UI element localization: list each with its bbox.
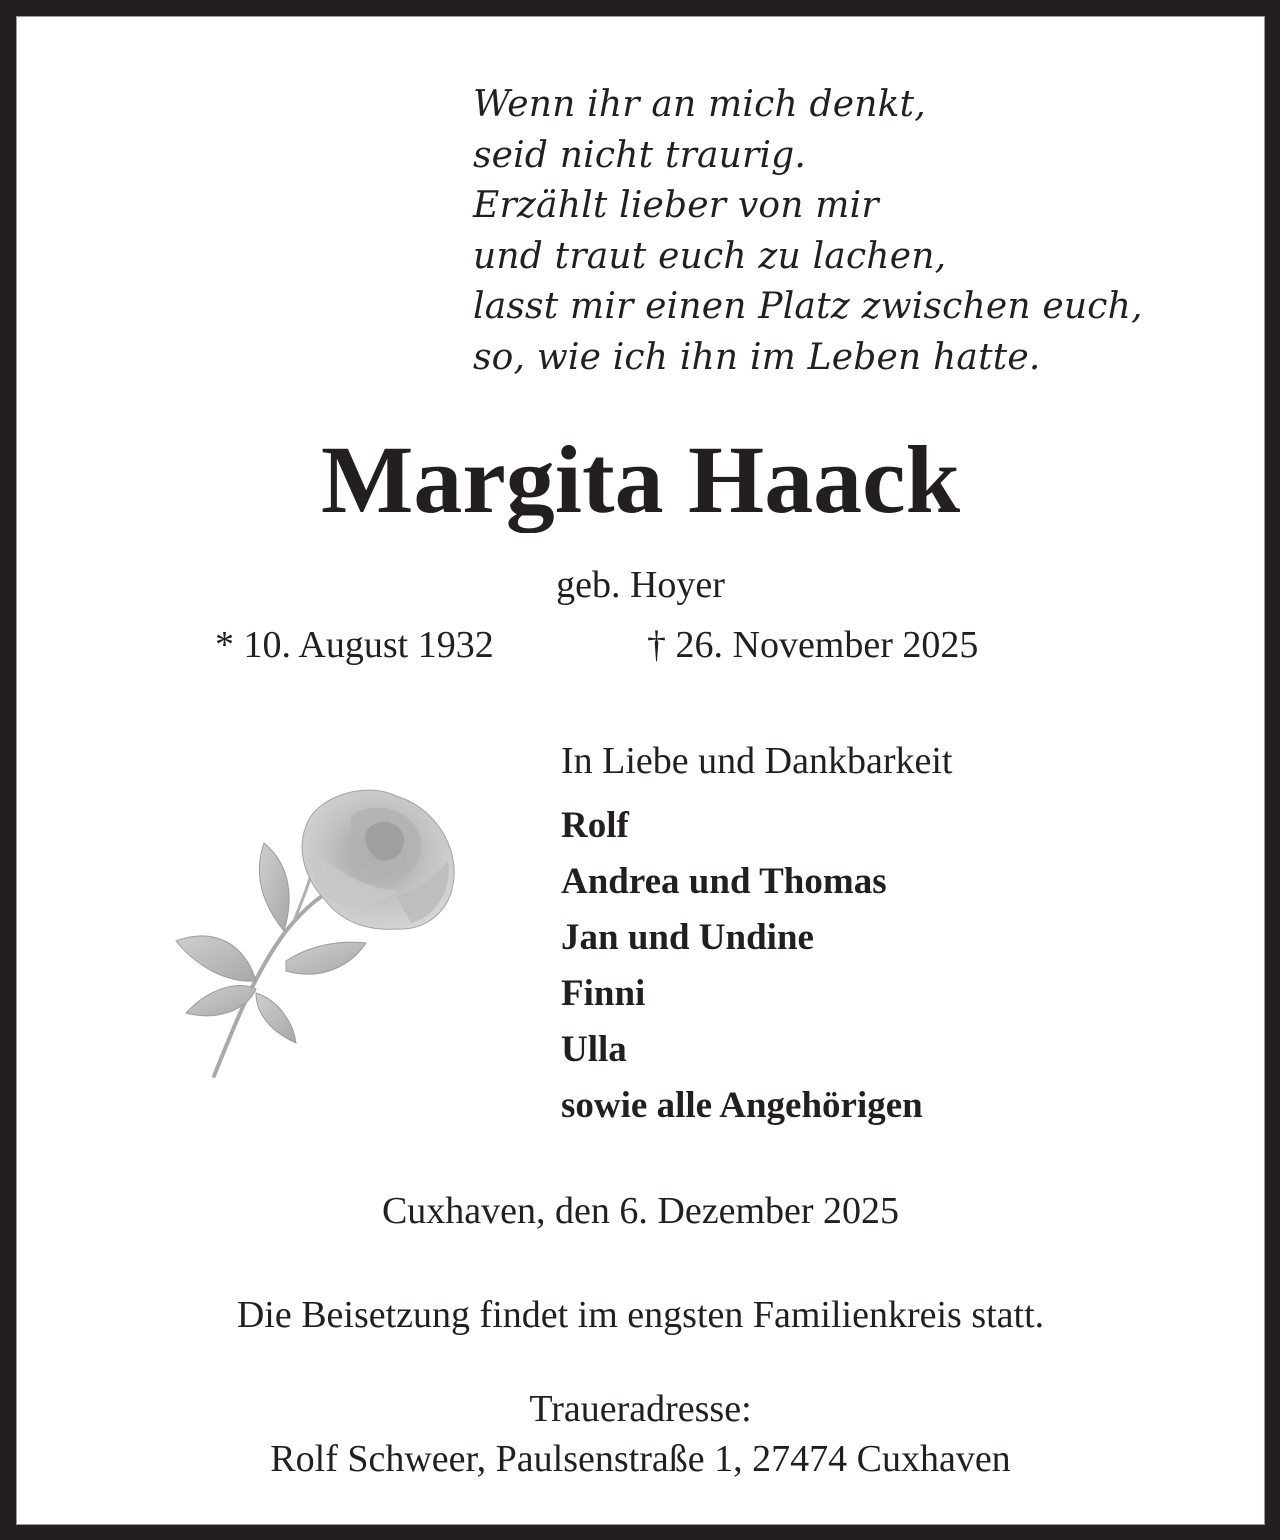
family-member: Finni [561,973,646,1014]
memorial-poem [473,80,1143,383]
death-date: † 26. November 2025 [647,624,979,666]
poem-line: und traut euch zu lachen, [473,235,947,277]
family-signatures [561,734,952,1134]
poem-line: so, wie ich ihn im Leben hatte. [473,336,1041,378]
family-member: sowie alle Angehörigen [561,1085,923,1126]
maiden-name: geb. Hoyer [556,564,725,606]
obituary-notice [16,16,1265,1525]
family-member: Ulla [561,1029,627,1070]
family-member: Andrea und Thomas [561,861,887,902]
family-member: Jan und Undine [561,917,814,958]
poem-line: seid nicht traurig. [473,134,807,176]
family-intro: In Liebe und Dankbarkeit [561,740,953,782]
birth-date: * 10. August 1932 [215,624,494,666]
deceased-name: Margita Haack [320,426,961,533]
poem-line: Erzählt lieber von mir [473,185,879,226]
family-member: Rolf [561,805,629,846]
rose-icon [156,771,466,1091]
burial-note: Die Beisetzung findet im engsten Familienkreis statt. [236,1294,1045,1336]
mourning-address: Rolf Schweer, Paulsenstraße 1, 27474 Cuxhaven [270,1438,1011,1480]
poem-line: lasst mir einen Platz zwischen euch, [473,286,1143,327]
family-members-list [561,798,952,1134]
place-and-date: Cuxhaven, den 6. Dezember 2025 [381,1190,900,1232]
mourning-address-label: Traueradresse: [529,1388,752,1430]
poem-line: Wenn ihr an mich denkt, [473,84,926,125]
